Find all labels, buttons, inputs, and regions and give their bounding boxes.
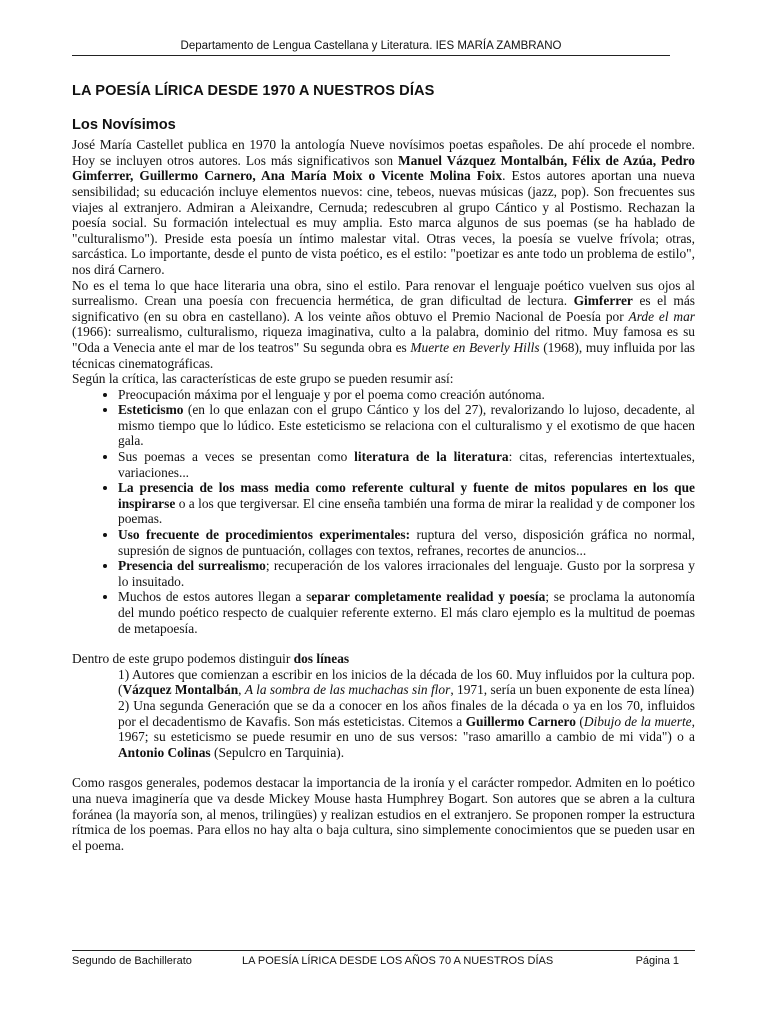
text-run: Sus poemas a veces se presentan como bbox=[118, 449, 355, 465]
page-number: Página 1 bbox=[635, 955, 679, 967]
list-item bbox=[118, 558, 695, 589]
text-run: (en lo que enlazan con el grupo Cántico y los del 27), revalorizando lo lujoso, decadente, al mismo tiempo que lo lúdico. Este esteticismo se relaciona con el culturalismo y el exotismo de que hacen gala. bbox=[118, 402, 695, 449]
paragraph-style bbox=[72, 278, 695, 372]
text-run: No es el tema lo que hace literaria una obra, sino el estilo. Para renovar el lenguaje poético vuelven sus ojos al surrealismo. Crean una poesía con frecuencia hermética, de gran dificultad de lectura. bbox=[72, 277, 695, 309]
work-title: A la sombra de las muchachas sin flor bbox=[244, 682, 451, 698]
paragraph-characteristics-intro: Según la crítica, las características de este grupo se pueden resumir así: bbox=[72, 371, 454, 387]
text-run: , 1971, sería un buen exponente de esta línea) bbox=[450, 682, 695, 698]
line-one bbox=[72, 667, 695, 698]
authors-list: Manuel Vázquez Montalbán, Félix de Azúa, Pedro Gimferrer, Guillermo Carnero, Ana María Moix o Vicente Molina Foix bbox=[72, 152, 695, 184]
text-run: es el más significativo (en su obra en castellano). A los veinte años obtuvo el Premio Nacional de Poesía por bbox=[72, 293, 695, 324]
text-run: Preocupación máxima por el lenguaje y por el poema como creación autónoma. bbox=[118, 386, 545, 402]
work-title: Arde el mar bbox=[628, 308, 695, 324]
list-item bbox=[118, 387, 695, 403]
text-run: : citas, referencias intertextuales, variaciones... bbox=[118, 449, 695, 480]
emphasis: Uso frecuente de procedimientos experimentales: bbox=[118, 527, 411, 543]
paragraph-two-lines bbox=[72, 651, 695, 667]
author-name: Guillermo Carnero bbox=[465, 713, 576, 729]
text-run: ; recuperación de los valores irracionales del lenguaje. Gusto por la sorpresa y lo insuitado. bbox=[118, 558, 695, 589]
emphasis: La presencia de los mass media como referente cultural y fuente de mitos populares en los que inspirarse bbox=[118, 480, 695, 511]
list-item bbox=[118, 527, 695, 558]
text-run: , bbox=[238, 682, 245, 698]
text-run: (1968), muy influida por las técnicas cinematográficas. bbox=[72, 339, 696, 371]
text-run: (Sepulcro en Tarquinia). bbox=[210, 744, 345, 760]
paragraph-intro bbox=[72, 137, 695, 277]
footer-title: LA POESÍA LÍRICA DESDE LOS AÑOS 70 A NUESTROS DÍAS bbox=[242, 955, 554, 967]
text-run: (1966): surrealismo, culturalismo, riqueza imaginativa, culto a la palabra, dominio del ritmo. Muy famosa es su "Oda a Venecia ante el mar de los teatros" Su segunda obra es bbox=[72, 324, 695, 355]
text-run: ruptura del verso, disposición gráfica no normal, supresión de signos de puntuación, collages con textos, refranes, recortes de anuncios... bbox=[118, 527, 695, 558]
list-item bbox=[118, 449, 695, 480]
characteristics-list bbox=[72, 387, 695, 637]
author-name: Gimferrer bbox=[573, 293, 633, 309]
author-name: Antonio Colinas bbox=[118, 744, 211, 760]
emphasis: Esteticismo bbox=[118, 402, 184, 418]
text-run: , 1967; su esteticismo se puede resumir en uno de sus versos: "raso amarillo a cambio de mi vida") o a bbox=[118, 713, 695, 745]
text-run: ( bbox=[575, 713, 584, 729]
paragraph-general-traits: Como rasgos generales, podemos destacar la importancia de la ironía y el carácter rompedor. Admiten en lo poético una nueva imaginería que va desde Mickey Mouse hasta Humphrey Bogart. Son autores que se abren a la cultura foránea (la mayoría son, al menos, trilingües) y realizan estudios en el extranjero. Se proponen romper la estructura rítmica de los poemas. Para ellos no hay alta o baja cultura, sino simplemente conocimientos que se pueden usar en el poema. bbox=[72, 775, 695, 853]
list-item bbox=[118, 402, 695, 449]
spacer bbox=[72, 760, 695, 775]
list-item bbox=[118, 480, 695, 527]
text-run: ; se proclama la autonomía del mundo poético respecto de cualquier referente externo. El más claro ejemplo es la multitud de poemas de metapoesía. bbox=[118, 589, 695, 636]
emphasis: Presencia del surrealismo bbox=[118, 558, 266, 574]
text-run: José María Castellet publica en 1970 la antología Nueve novísimos poetas españoles. De ahí procede el nombre. Hoy se incluyen otros autores. Los más significativos son bbox=[72, 137, 695, 168]
text-run: 1) Autores que comienzan a escribir en los inicios de la década de los 60. Muy influidos por la cultura pop. ( bbox=[118, 666, 695, 698]
page-footer bbox=[72, 950, 695, 967]
document-body bbox=[72, 80, 695, 853]
page-header: Departamento de Lengua Castellana y Literatura. IES MARÍA ZAMBRANO bbox=[72, 40, 670, 56]
text-run: 2) Una segunda Generación que se da a conocer en los años finales de la década o ya en los 70, influidos por el decadentismo de Kavafis. Son más esteticistas. Citemos a bbox=[118, 697, 695, 729]
emphasis: eparar completamente realidad y poesía bbox=[311, 589, 546, 605]
section-title: Los Novísimos bbox=[72, 116, 176, 133]
line-two bbox=[72, 698, 695, 760]
work-title: Dibujo de la muerte bbox=[583, 713, 692, 729]
emphasis: dos líneas bbox=[293, 651, 350, 667]
text-run: . Estos autores aportan una nueva sensibilidad; su educación incluye elementos nuevos: cine, tebeos, nuevas músicas (jazz, pop). Son frecuentes sus viajes al extranjero. Admiran a Aleixandre, Cernuda; redescubren al grupo Cántico y al Postismo. Rechazan la poesía social. Su formación intelectual es muy amplia. Esto marca algunos de sus poemas (se ha hablado de "culturalismo"). Preside esta poesía un íntimo malestar vital. Otras veces, la poesía se vuelve frívola; otras, sarcástica. Lo importante, desde el punto de vista poético, es el estilo: "poetizar es ante todo un problema de estilo", nos dirá Carnero. bbox=[72, 168, 695, 277]
list-item bbox=[118, 589, 695, 636]
text-run: Muchos de estos autores llegan a s bbox=[118, 589, 312, 605]
footer-course: Segundo de Bachillerato bbox=[72, 955, 192, 967]
document-title: LA POESÍA LÍRICA DESDE 1970 A NUESTROS DÍAS bbox=[72, 83, 435, 99]
emphasis: literatura de la literatura bbox=[354, 449, 509, 465]
spacer bbox=[72, 636, 695, 651]
author-name: Vázquez Montalbán bbox=[122, 682, 239, 698]
text-run: Dentro de este grupo podemos distinguir bbox=[72, 651, 294, 667]
work-title: Muerte en Beverly Hills bbox=[410, 339, 540, 355]
text-run: o a los que tergiversar. El cine enseña también una forma de mirar la realidad y de componer los poemas. bbox=[118, 495, 695, 527]
